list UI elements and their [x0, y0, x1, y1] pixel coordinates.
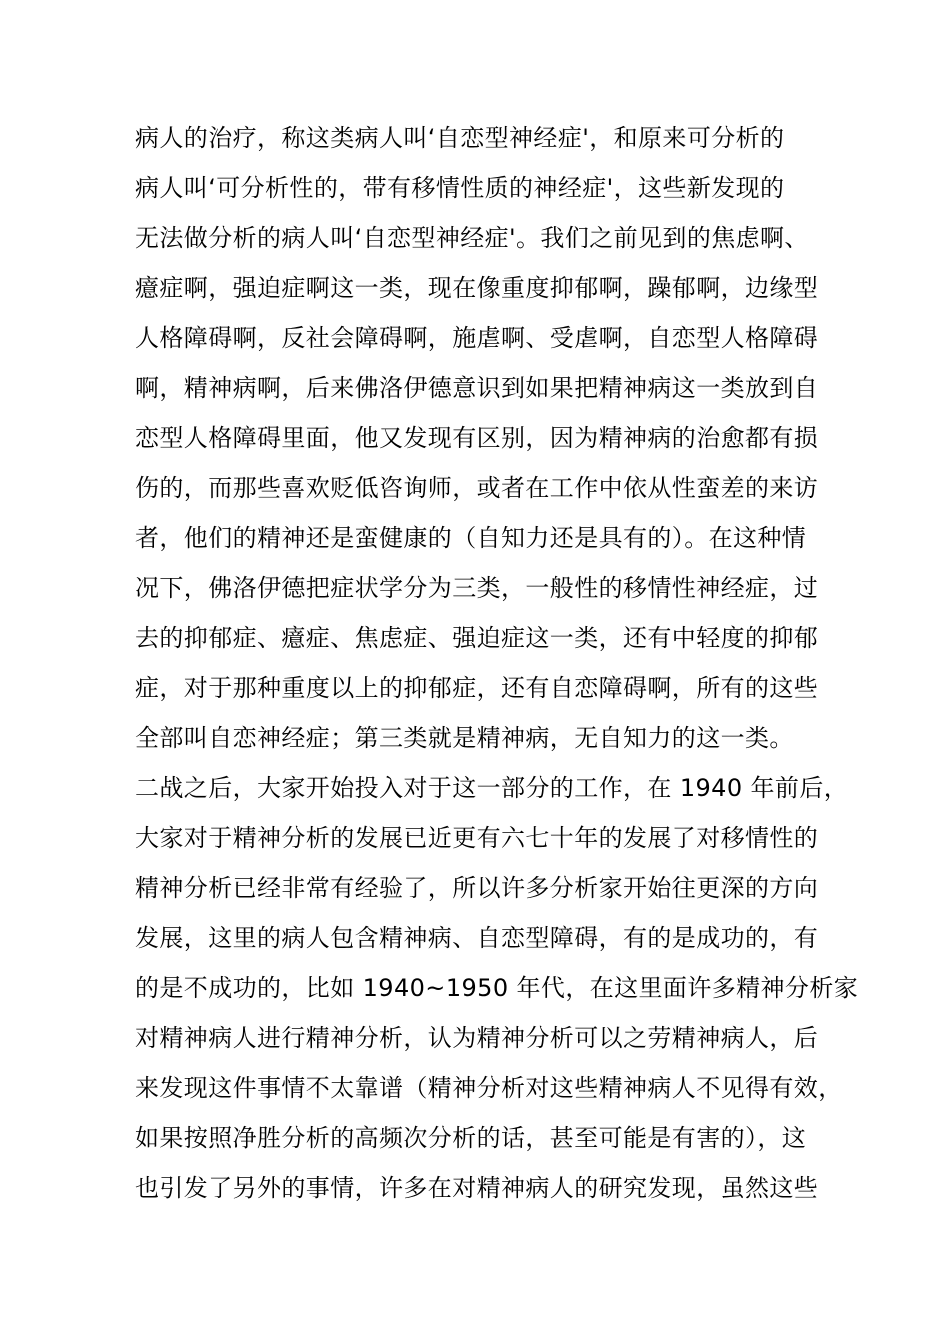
text-line: 病人的治疗，称这类病人叫‘自恋型神经症'，和原来可分析的 — [135, 124, 785, 152]
text-line: 况下，佛洛伊德把症状学分为三类，一般性的移情性神经症，过 — [135, 574, 819, 602]
text-line: 人格障碍啊，反社会障碍啊，施虐啊、受虐啊，自恋型人格障碍 — [135, 324, 819, 352]
text-line: 的是不成功的，比如 1940~1950 年代，在这里面许多精神分析家 — [135, 974, 859, 1002]
text-line: 对精神病人进行精神分析，认为精神分析可以之劳精神病人，后 — [135, 1024, 819, 1052]
text-line: 发展，这里的病人包含精神病、自恋型障碍，有的是成功的，有 — [135, 924, 819, 952]
text-line: 精神分析已经非常有经验了，所以许多分析家开始往更深的方向 — [135, 874, 819, 902]
text-line: 来发现这件事情不太靠谱（精神分析对这些精神病人不见得有效， — [135, 1074, 843, 1102]
text-line: 全部叫自恋神经症；第三类就是精神病，无自知力的这一类。 — [135, 724, 794, 752]
text-line: 病人叫‘可分析性的，带有移情性质的神经症'，这些新发现的 — [135, 174, 785, 202]
text-line: 症，对于那种重度以上的抑郁症，还有自恋障碍啊，所有的这些 — [135, 674, 819, 702]
text-line: 如果按照净胜分析的高频次分析的话，甚至可能是有害的），这 — [135, 1124, 807, 1152]
text-line: 二战之后，大家开始投入对于这一部分的工作，在 1940 年前后， — [135, 774, 849, 802]
text-line: 去的抑郁症、癔症、焦虑症、强迫症这一类，还有中轻度的抑郁 — [135, 624, 819, 652]
text-line: 癔症啊，强迫症啊这一类，现在像重度抑郁啊，躁郁啊，边缘型 — [135, 274, 819, 302]
text-line: 啊，精神病啊，后来佛洛伊德意识到如果把精神病这一类放到自 — [135, 374, 819, 402]
text-line: 者，他们的精神还是蛮健康的（自知力还是具有的）。在这种情 — [135, 524, 807, 552]
text-line: 大家对于精神分析的发展已近更有六七十年的发展了对移情性的 — [135, 824, 819, 852]
text-line: 伤的，而那些喜欢贬低咨询师，或者在工作中依从性蛮差的来访 — [135, 474, 819, 502]
body-text — [135, 113, 859, 1213]
text-line: 无法做分析的病人叫‘自恋型神经症'。我们之前见到的焦虑啊、 — [135, 224, 809, 252]
text-line: 也引发了另外的事情，许多在对精神病人的研究发现，虽然这些 — [135, 1174, 819, 1202]
text-line: 恋型人格障碍里面，他又发现有区别，因为精神病的治愈都有损 — [135, 424, 819, 452]
